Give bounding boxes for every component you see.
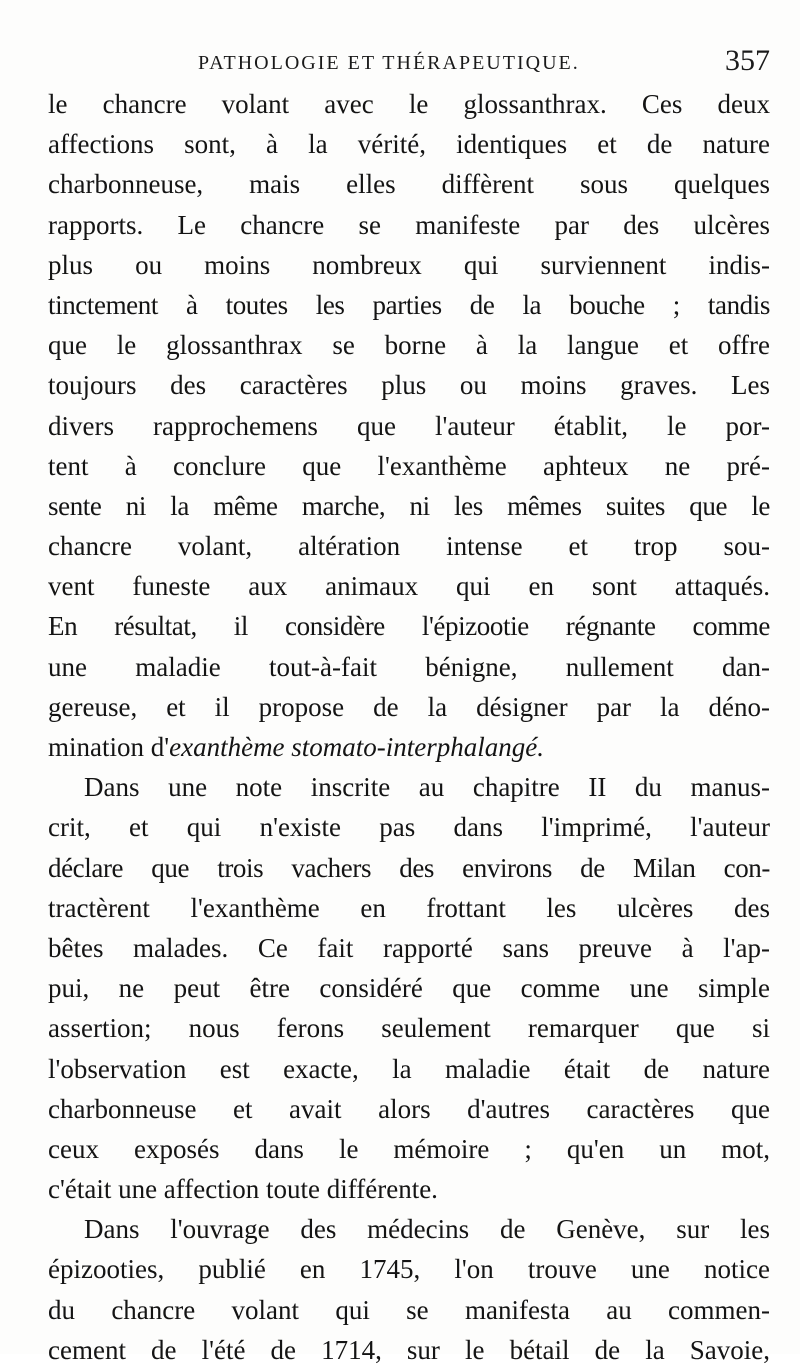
text-line: épizooties, publié en 1745, l'on trouve une notice: [48, 1254, 770, 1285]
text-line: tinctement à toutes les parties de la bouche ; tandis: [48, 289, 770, 320]
text-line: l'observation est exacte, la maladie était de nature: [48, 1053, 770, 1084]
text-line: toujours des caractères plus ou moins graves. Les: [48, 370, 770, 401]
text-line: vent funeste aux animaux qui en sont attaqués.: [48, 571, 770, 602]
body-text: [48, 84, 770, 1370]
text-span: mination d': [48, 732, 170, 762]
text-line: [48, 727, 770, 767]
text-line: c'était une affection toute différente.: [48, 1174, 438, 1205]
text-line: charbonneuse, mais elles diffèrent sous quelques: [48, 169, 770, 200]
text-line: tractèrent l'exanthème en frottant les ulcères des: [48, 892, 770, 923]
text-line: plus ou moins nombreux qui surviennent indis-: [48, 249, 770, 280]
text-line: gereuse, et il propose de la désigner par la déno-: [48, 691, 770, 722]
text-line: tent à conclure que l'exanthème aphteux ne pré-: [48, 450, 770, 481]
text-line: ceux exposés dans le mémoire ; qu'en un mot,: [48, 1133, 770, 1164]
text-line: une maladie tout-à-fait bénigne, nullement dan-: [48, 651, 770, 682]
text-line: le chancre volant avec le glossanthrax. Ces deux: [48, 89, 770, 119]
running-head: PATHOLOGIE ET THÉRAPEUTIQUE.: [198, 52, 580, 74]
text-line: bêtes malades. Ce fait rapporté sans preuve à l'ap-: [48, 932, 770, 963]
page-header: [48, 44, 770, 84]
text-line: sente ni la même marche, ni les mêmes suites que le: [48, 490, 770, 521]
text-line: chancre volant, altération intense et trop sou-: [48, 531, 770, 562]
text-line: pui, ne peut être considéré que comme une simple: [48, 973, 770, 1004]
text-line: assertion; nous ferons seulement remarquer que si: [48, 1013, 770, 1044]
text-line: divers rapprochemens que l'auteur établit, le por-: [48, 410, 770, 441]
text-line: affections sont, à la vérité, identiques et de nature: [48, 129, 770, 160]
paragraph-first-line: Dans une note inscrite au chapitre II du manus-: [84, 772, 770, 803]
text-line: crit, et qui n'existe pas dans l'imprimé, l'auteur: [48, 812, 770, 843]
text-line: que le glossanthrax se borne à la langue et offre: [48, 330, 770, 361]
text-line: rapports. Le chancre se manifeste par des ulcères: [48, 209, 770, 240]
italic-term: exanthème stomato-interphalangé.: [169, 732, 545, 762]
text-line: charbonneuse et avait alors d'autres caractères que: [48, 1093, 770, 1124]
text-line: En résultat, il considère l'épizootie régnante comme: [48, 611, 770, 642]
page-number: 357: [725, 44, 770, 77]
text-line: déclare que trois vachers des environs de Milan con-: [48, 852, 770, 883]
text-line: cement de l'été de 1714, sur le bétail de la Savoie,: [48, 1334, 770, 1365]
text-line: du chancre volant qui se manifesta au commen-: [48, 1294, 770, 1325]
paragraph-first-line: Dans l'ouvrage des médecins de Genève, sur les: [84, 1214, 770, 1245]
